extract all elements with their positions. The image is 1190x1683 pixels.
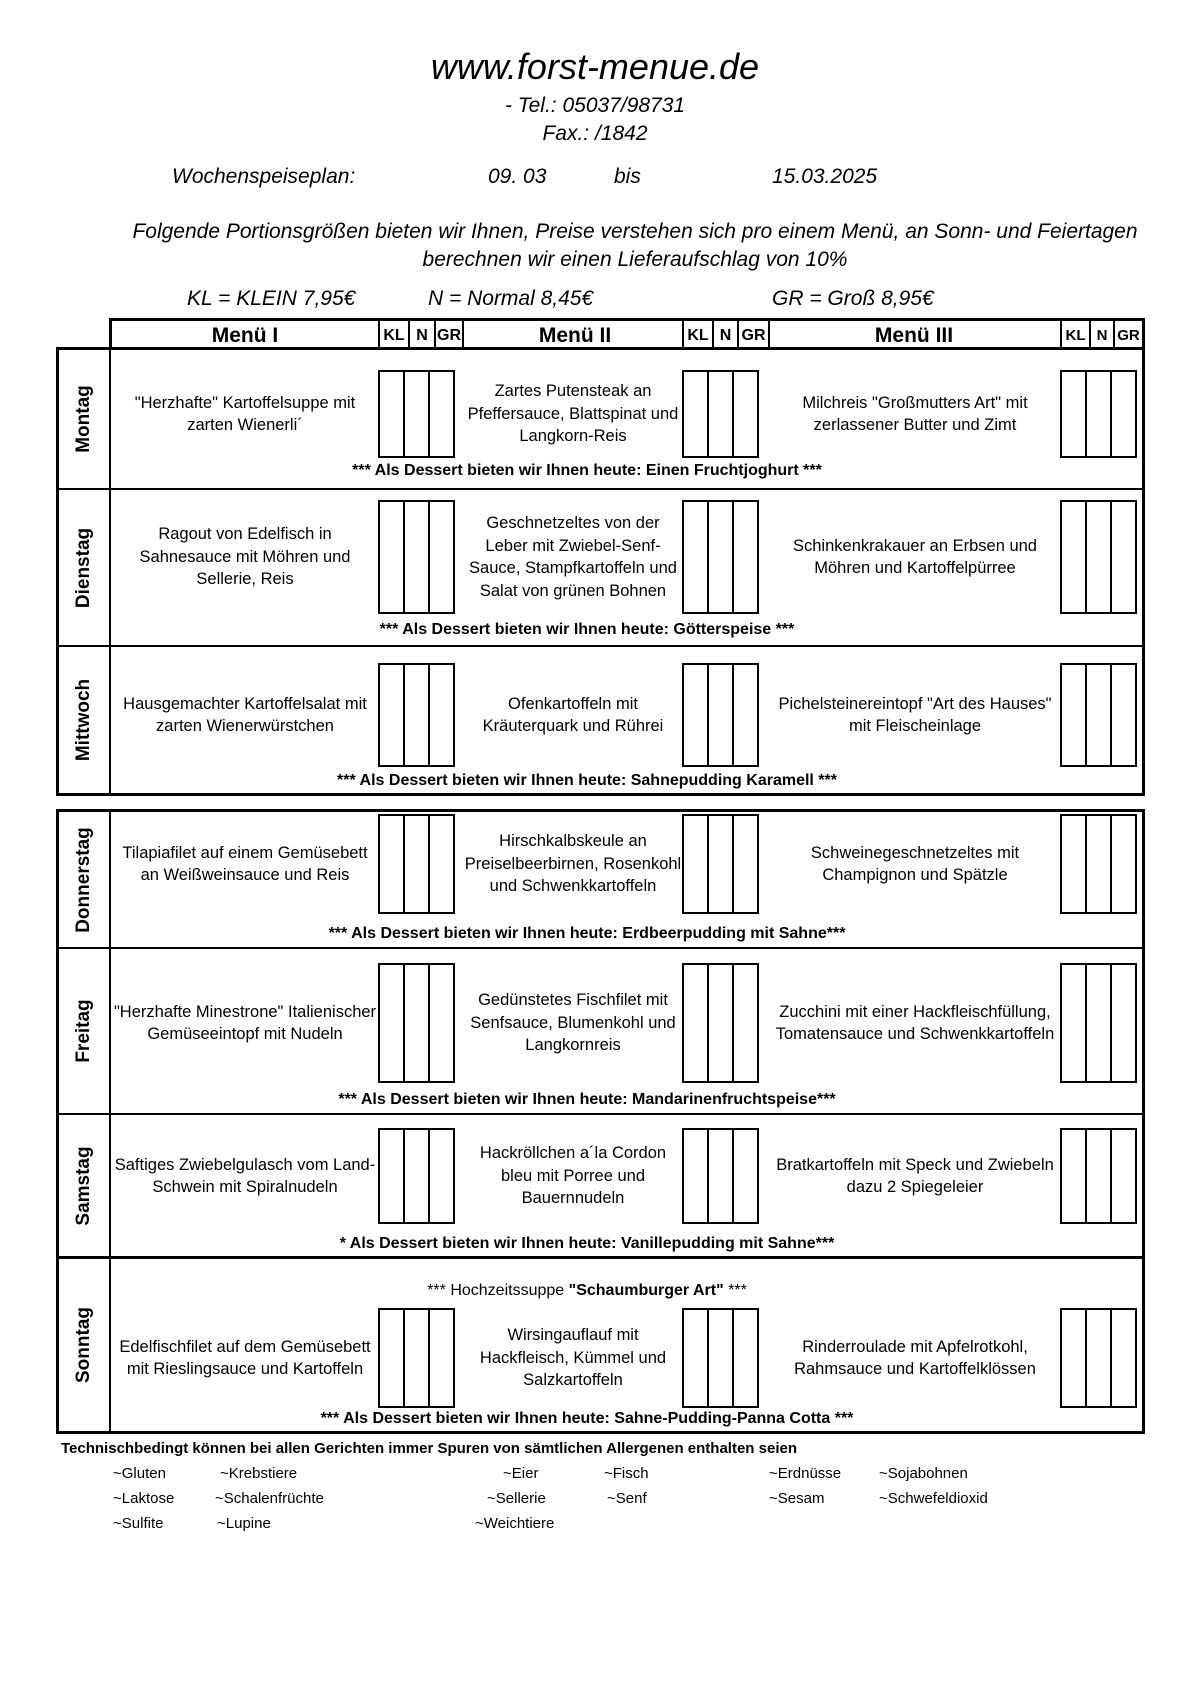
menu2-dish: Gedünstetes Fischfilet mit Senfsauce, Blumenkohl und Langkornreis [470, 991, 676, 1055]
allergen-gluten: ~Gluten [113, 1465, 166, 1482]
menu3-heading: Menü III [874, 324, 954, 347]
order-boxes-menu1[interactable] [378, 1128, 453, 1224]
menu1-dish: Edelfischfilet auf dem Gemüsebett mit Rieslingsauce und Kartoffeln [119, 1337, 371, 1378]
plan-date-to: 15.03.2025 [772, 165, 878, 188]
website-url[interactable]: www.forst-menue.de [430, 46, 760, 87]
soup-suffix: *** [723, 1282, 747, 1299]
menu2-dish: Hirschkalbskeule an Preiselbeerbirnen, Rosenkohl und Schwenkkartoffeln [464, 832, 682, 896]
dessert-text: *** Als Dessert bieten wir Ihnen heute: Sahnepudding Karamell *** [337, 772, 837, 789]
dessert-text: *** Als Dessert bieten wir Ihnen heute: Erdbeerpudding mit Sahne*** [328, 925, 846, 942]
order-boxes-menu3[interactable] [1060, 1128, 1135, 1224]
dessert-text: *** Als Dessert bieten wir Ihnen heute: Mandarinenfruchtspeise*** [338, 1091, 836, 1108]
menu1-dish: Saftiges Zwiebelgulasch vom Land-Schwein mit Spiralnudeln [114, 1155, 376, 1196]
allergen-laktose: ~Laktose [113, 1490, 175, 1507]
order-boxes-menu1[interactable] [378, 370, 453, 458]
day-label-montag: Montag [73, 384, 94, 453]
allergen-erdnuesse: ~Erdnüsse [769, 1465, 842, 1482]
dessert-text: * Als Dessert bieten wir Ihnen heute: Vanillepudding mit Sahne*** [339, 1235, 835, 1252]
size-kl-heading-3: KL [1065, 327, 1086, 344]
order-boxes-menu1[interactable] [378, 963, 453, 1083]
menu2-heading: Menü II [538, 324, 612, 347]
day-label-sonntag: Sonntag [73, 1307, 94, 1383]
price-klein: KL = KLEIN 7,95€ [187, 287, 356, 310]
menu3-dish: Pichelsteinereintopf "Art des Hauses" mit Fleischeinlage [778, 694, 1052, 735]
order-boxes-menu2[interactable] [682, 500, 757, 614]
order-boxes-menu1[interactable] [378, 500, 453, 614]
dessert-text: *** Als Dessert bieten wir Ihnen heute: Sahne-Pudding-Panna Cotta *** [320, 1410, 854, 1427]
size-n-heading-1: N [416, 327, 428, 344]
menu3-dish: Rinderroulade mit Apfelrotkohl, Rahmsauce und Kartoffelklössen [794, 1337, 1036, 1378]
allergen-senf: ~Senf [607, 1490, 647, 1507]
order-boxes-menu1[interactable] [378, 1308, 453, 1408]
menu3-dish: Bratkartoffeln mit Speck und Zwiebeln dazu 2 Spiegeleier [776, 1155, 1054, 1196]
allergen-sellerie: ~Sellerie [487, 1490, 546, 1507]
size-gr-heading-2: GR [741, 327, 766, 344]
day-label-dienstag: Dienstag [73, 527, 94, 608]
phone-number: - Tel.: 05037/98731 [504, 94, 686, 117]
portion-note: Folgende Portionsgrößen bieten wir Ihnen, Preise verstehen sich pro einem Menü, an Sonn- und Feiertagen berechnen wir einen Lieferaufschlag von 10% [132, 220, 1138, 271]
menu1-dish: Hausgemachter Kartoffelsalat mit zarten Wienerwürstchen [123, 694, 367, 735]
day-label-mittwoch: Mittwoch [73, 678, 94, 762]
menu2-dish: Zartes Putensteak an Pfeffersauce, Blattspinat und Langkorn-Reis [467, 382, 679, 446]
order-boxes-menu2[interactable] [682, 1308, 757, 1408]
menu2-dish: Hackröllchen a´la Cordon bleu mit Porree und Bauernnudeln [479, 1144, 667, 1208]
dessert-text: *** Als Dessert bieten wir Ihnen heute: Einen Fruchtjoghurt *** [352, 462, 822, 479]
plan-bis: bis [614, 165, 641, 188]
order-boxes-menu1[interactable] [378, 663, 453, 767]
order-boxes-menu3[interactable] [1060, 370, 1135, 458]
menu1-dish: Tilapiafilet auf einem Gemüsebett an Weißweinsauce und Reis [122, 843, 368, 884]
day-label-donnerstag: Donnerstag [73, 826, 94, 933]
allergen-eier: ~Eier [503, 1465, 539, 1482]
day-label-samstag: Samstag [73, 1145, 94, 1226]
soup-prefix: *** Hochzeitssuppe [427, 1282, 569, 1299]
order-boxes-menu1[interactable] [378, 814, 453, 914]
allergen-schalenfruechte: ~Schalenfrüchte [215, 1490, 324, 1507]
menu1-dish: "Herzhafte Minestrone" Italienischer Gemüseeintopf mit Nudeln [113, 1002, 377, 1043]
size-n-heading-3: N [1096, 327, 1108, 344]
order-boxes-menu2[interactable] [682, 1128, 757, 1224]
order-boxes-menu2[interactable] [682, 663, 757, 767]
allergen-lupine: ~Lupine [217, 1515, 271, 1532]
allergen-sulfite: ~Sulfite [113, 1515, 164, 1532]
order-boxes-menu3[interactable] [1060, 1308, 1135, 1408]
menu2-dish: Geschnetzeltes von der Leber mit Zwiebel-Senf-Sauce, Stampfkartoffeln und Salat von grünen Bohnen [469, 514, 677, 600]
dessert-text: *** Als Dessert bieten wir Ihnen heute: Götterspeise *** [379, 621, 795, 638]
menu1-dish: Ragout von Edelfisch in Sahnesauce mit Möhren und Sellerie, Reis [139, 525, 351, 589]
plan-label: Wochenspeiseplan: [172, 165, 356, 188]
allergen-krebstiere: ~Krebstiere [220, 1465, 298, 1482]
allergen-sojabohnen: ~Sojabohnen [879, 1465, 968, 1482]
order-boxes-menu3[interactable] [1060, 814, 1135, 914]
allergen-fisch: ~Fisch [604, 1465, 649, 1482]
order-boxes-menu3[interactable] [1060, 663, 1135, 767]
size-gr-heading-3: GR [1117, 327, 1140, 344]
price-normal: N = Normal 8,45€ [428, 287, 594, 310]
order-boxes-menu2[interactable] [682, 814, 757, 914]
soup-line [112, 1282, 1062, 1300]
allergen-weichtiere: ~Weichtiere [475, 1515, 555, 1532]
allergen-schwefeldioxid: ~Schwefeldioxid [879, 1490, 988, 1507]
menu2-dish: Ofenkartoffeln mit Kräuterquark und Rührei [482, 694, 664, 735]
size-kl-heading-1: KL [383, 327, 405, 344]
menu1-dish: "Herzhafte" Kartoffelsuppe mit zarten Wienerli´ [134, 393, 356, 434]
menu3-dish: Zucchini mit einer Hackfleischfüllung, Tomatensauce und Schwenkkartoffeln [775, 1002, 1055, 1043]
allergen-sesam: ~Sesam [769, 1490, 825, 1507]
size-kl-heading-2: KL [687, 327, 709, 344]
allergen-warning: Technischbedingt können bei allen Gerichten immer Spuren von sämtlichen Allergenen enthalten seien [61, 1440, 797, 1457]
menu3-dish: Milchreis "Großmutters Art" mit zerlassener Butter und Zimt [802, 393, 1028, 434]
menu3-dish: Schinkenkrakauer an Erbsen und Möhren und Kartoffelpürree [793, 536, 1037, 577]
menu1-heading: Menü I [211, 324, 279, 347]
day-label-freitag: Freitag [73, 999, 94, 1063]
menu2-dish: Wirsingauflauf mit Hackfleisch, Kümmel und Salzkartoffeln [479, 1326, 667, 1390]
size-n-heading-2: N [719, 327, 732, 344]
price-gross: GR = Groß 8,95€ [772, 287, 934, 310]
size-gr-heading-1: GR [437, 327, 461, 344]
order-boxes-menu3[interactable] [1060, 500, 1135, 614]
order-boxes-menu2[interactable] [682, 370, 757, 458]
menu3-dish: Schweinegeschnetzeltes mit Champignon und Spätzle [810, 843, 1020, 884]
order-boxes-menu3[interactable] [1060, 963, 1135, 1083]
plan-date-from: 09. 03 [488, 165, 547, 188]
fax-number: Fax.: /1842 [542, 122, 648, 145]
order-boxes-menu2[interactable] [682, 963, 757, 1083]
soup-name: "Schaumburger Art" [568, 1282, 724, 1299]
